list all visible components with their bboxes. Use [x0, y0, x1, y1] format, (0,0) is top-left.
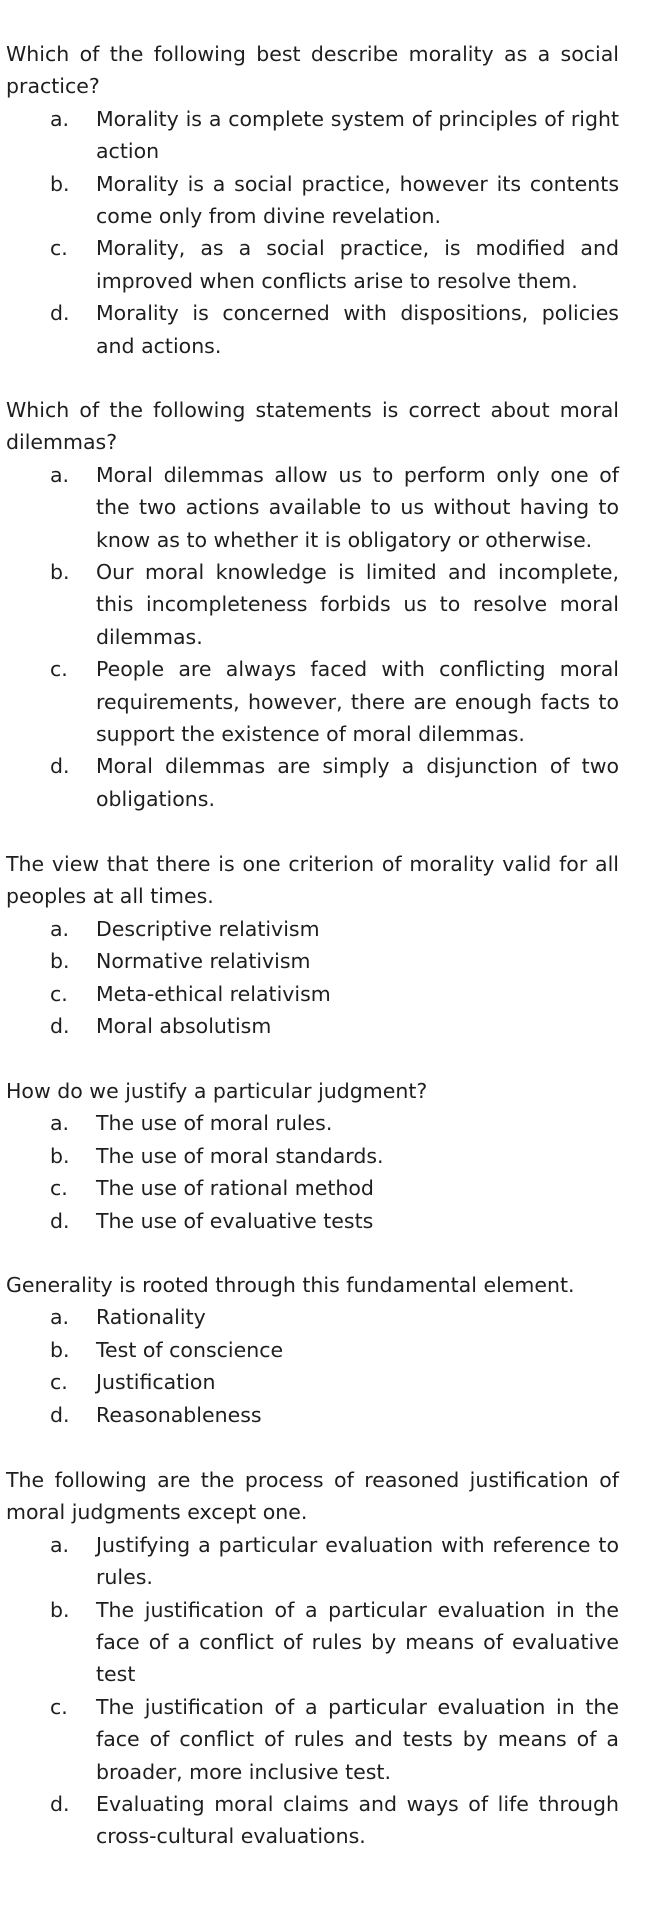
question-1 [6, 38, 619, 362]
option-b [6, 1594, 619, 1691]
option-letter: d. [50, 1208, 70, 1233]
option-list [6, 1301, 619, 1431]
option-letter: a. [50, 106, 70, 131]
option-d [6, 297, 619, 362]
option-letter: d. [50, 1014, 70, 1039]
option-text: Morality, as a social practice, is modified and improved when conflicts arise to resolve them. [96, 236, 619, 293]
option-text: The justification of a particular evaluation in the face of conflict of rules and tests by means of a broader, more inclusive test. [96, 1694, 619, 1784]
option-letter: c. [50, 1370, 68, 1395]
option-d [6, 1205, 619, 1237]
option-text: The use of evaluative tests [96, 1208, 374, 1233]
option-d [6, 1788, 619, 1853]
option-text: Moral absolutism [96, 1014, 272, 1039]
option-list [6, 913, 619, 1043]
option-letter: d. [50, 754, 70, 779]
option-a [6, 1301, 619, 1333]
option-text: Morality is concerned with dispositions, policies and actions. [96, 301, 619, 358]
option-text: Reasonableness [96, 1402, 262, 1427]
option-letter: a. [50, 1111, 70, 1136]
option-letter: b. [50, 1143, 70, 1168]
option-c [6, 1691, 619, 1788]
option-c [6, 232, 619, 297]
option-b [6, 1140, 619, 1172]
option-c [6, 1366, 619, 1398]
question-4 [6, 1075, 619, 1237]
option-text: Rationality [96, 1305, 206, 1330]
option-text: The use of moral standards. [96, 1143, 384, 1168]
option-text: Morality is a social practice, however its contents come only from divine revelation. [96, 171, 619, 229]
option-d [6, 1399, 619, 1431]
option-c [6, 653, 619, 750]
option-text: Morality is a complete system of principles of right action [96, 106, 619, 164]
option-letter: c. [50, 1176, 68, 1201]
option-d [6, 1010, 619, 1042]
option-text: Normative relativism [96, 949, 311, 974]
option-letter: a. [50, 462, 70, 487]
option-text: Justification [96, 1370, 216, 1395]
option-b [6, 1334, 619, 1366]
option-list [6, 1529, 619, 1853]
option-b [6, 945, 619, 977]
option-letter: a. [50, 1305, 70, 1330]
option-letter: b. [50, 949, 70, 974]
option-text: Evaluating moral claims and ways of life through cross-cultural evaluations. [96, 1792, 619, 1849]
option-text: Moral dilemmas allow us to perform only one of the two actions available to us without having to know as to whether it is obligatory or otherwise. [96, 462, 619, 552]
question-stem: The following are the process of reasoned justification of moral judgments except one. [6, 1468, 619, 1525]
option-b [6, 556, 619, 653]
option-c [6, 978, 619, 1010]
option-text: Our moral knowledge is limited and incomplete, this incompleteness forbids us to resolve moral dilemmas. [96, 560, 619, 649]
option-letter: c. [50, 236, 68, 261]
option-text: Moral dilemmas are simply a disjunction of two obligations. [96, 754, 619, 811]
option-text: Test of conscience [96, 1337, 284, 1362]
question-stem: How do we justify a particular judgment? [6, 1079, 428, 1103]
option-text: Descriptive relativism [96, 916, 320, 941]
option-a [6, 1529, 619, 1594]
option-a [6, 103, 619, 168]
option-b [6, 168, 619, 233]
option-list [6, 103, 619, 362]
option-text: The use of rational method [96, 1176, 374, 1201]
option-a [6, 1107, 619, 1139]
option-text: The justification of a particular evaluation in the face of a conflict of rules by means of evaluative test [96, 1597, 619, 1687]
question-stem: Which of the following best describe morality as a social practice? [6, 42, 619, 99]
option-letter: d. [50, 301, 70, 326]
option-a [6, 459, 619, 556]
question-2 [6, 394, 619, 815]
option-d [6, 750, 619, 815]
option-a [6, 913, 619, 945]
option-text: Justifying a particular evaluation with reference to rules. [96, 1532, 619, 1590]
option-list [6, 459, 619, 815]
question-stem: Generality is rooted through this fundamental element. [6, 1273, 575, 1297]
option-letter: a. [50, 916, 70, 941]
option-letter: c. [50, 1694, 68, 1719]
option-letter: b. [50, 1597, 70, 1622]
option-letter: d. [50, 1402, 70, 1427]
option-letter: c. [50, 657, 68, 682]
option-text: The use of moral rules. [96, 1111, 333, 1136]
option-text: People are always faced with conflicting moral requirements, however, there are enough facts to support the existence of moral dilemmas. [96, 657, 619, 747]
question-3 [6, 848, 619, 1042]
option-letter: b. [50, 171, 70, 196]
option-text: Meta-ethical relativism [96, 981, 331, 1006]
option-letter: d. [50, 1792, 70, 1817]
question-stem: The view that there is one criterion of morality valid for all peoples at all times. [6, 852, 619, 909]
question-6 [6, 1464, 619, 1853]
question-5 [6, 1269, 619, 1431]
option-letter: b. [50, 1337, 70, 1362]
option-list [6, 1107, 619, 1237]
option-letter: a. [50, 1532, 70, 1557]
question-stem: Which of the following statements is correct about moral dilemmas? [6, 398, 619, 455]
option-letter: c. [50, 981, 68, 1006]
option-letter: b. [50, 560, 70, 585]
option-c [6, 1172, 619, 1204]
